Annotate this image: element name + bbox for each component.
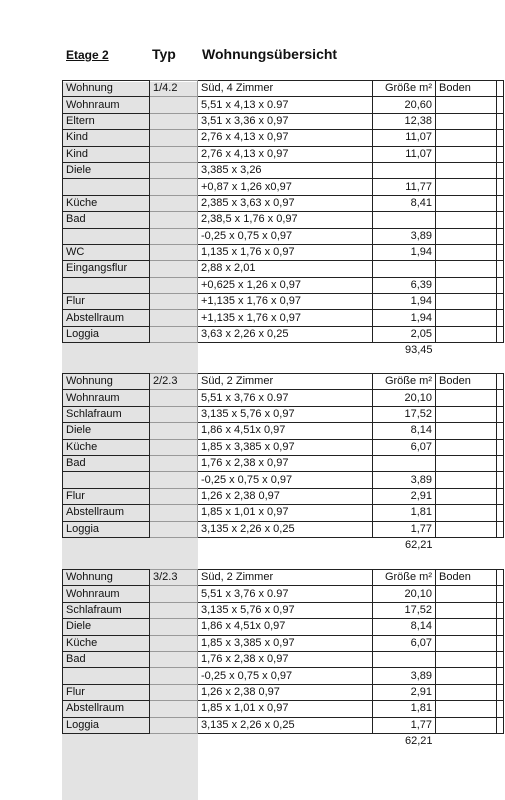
area-value: 2,91 <box>373 684 436 700</box>
total-spacer <box>63 343 150 359</box>
total-area: 93,45 <box>404 344 433 357</box>
area-value: 20,10 <box>373 586 436 602</box>
table-row <box>63 294 504 310</box>
area-value: 1,94 <box>373 294 436 310</box>
room-name: Kind <box>63 130 150 146</box>
area-value <box>373 651 436 667</box>
extra-cell <box>497 619 504 635</box>
code-cell <box>150 310 198 326</box>
apartment-code: 2/2.3 <box>150 374 198 390</box>
floor-cell <box>436 668 497 684</box>
total-spacer <box>198 343 373 359</box>
extra-cell <box>497 488 504 504</box>
floor-cell <box>436 684 497 700</box>
total-spacer <box>63 537 150 553</box>
table-row <box>63 684 504 700</box>
apartment-description: Süd, 2 Zimmer <box>198 570 373 586</box>
floor-cell <box>436 505 497 521</box>
apartment-label: Wohnung <box>63 81 150 97</box>
code-cell <box>150 635 198 651</box>
code-cell <box>150 326 198 342</box>
table-row <box>63 179 504 195</box>
area-value <box>373 162 436 178</box>
code-cell <box>150 701 198 717</box>
floor-cell <box>436 701 497 717</box>
extra-cell <box>497 228 504 244</box>
area-value <box>373 455 436 471</box>
area-calculation: 3,51 x 3,36 x 0,97 <box>198 113 373 129</box>
table-row <box>63 261 504 277</box>
extra-cell <box>497 406 504 422</box>
floor-cell <box>436 146 497 162</box>
extra-cell <box>497 651 504 667</box>
area-value: 8,14 <box>373 619 436 635</box>
floor-cell <box>436 179 497 195</box>
floor-cell <box>436 212 497 228</box>
table-header-row <box>63 570 504 586</box>
document-title: Wohnungsübersicht <box>202 46 338 62</box>
area-value: 17,52 <box>373 406 436 422</box>
area-value: 3,89 <box>373 668 436 684</box>
extra-cell <box>497 390 504 406</box>
floor-cell <box>436 162 497 178</box>
total-spacer <box>497 733 504 749</box>
total-spacer <box>150 537 198 553</box>
extra-cell <box>497 717 504 733</box>
extra-cell <box>497 472 504 488</box>
area-calculation: 5,51 x 4,13 x 0.97 <box>198 97 373 113</box>
room-name: WC <box>63 244 150 260</box>
total-spacer <box>198 537 373 553</box>
floor-cell <box>436 113 497 129</box>
room-name: Wohnraum <box>63 97 150 113</box>
table-row <box>63 472 504 488</box>
code-cell <box>150 146 198 162</box>
table-row <box>63 521 504 537</box>
floor-cell <box>436 195 497 211</box>
floor-cell <box>436 488 497 504</box>
room-name: Schlafraum <box>63 602 150 618</box>
apartment-code: 1/4.2 <box>150 81 198 97</box>
apartment-table <box>62 373 504 553</box>
area-value: 6,39 <box>373 277 436 293</box>
area-calculation: +1,135 x 1,76 x 0,97 <box>198 294 373 310</box>
floor-cell <box>436 423 497 439</box>
table-row <box>63 717 504 733</box>
code-cell <box>150 602 198 618</box>
extra-cell <box>497 294 504 310</box>
room-name: Abstellraum <box>63 505 150 521</box>
extra-cell <box>497 668 504 684</box>
area-value: 11,07 <box>373 146 436 162</box>
room-name <box>63 228 150 244</box>
extra-cell <box>497 505 504 521</box>
code-cell <box>150 113 198 129</box>
floor-cell <box>436 228 497 244</box>
floor-header: Boden <box>436 570 497 586</box>
room-name: Diele <box>63 162 150 178</box>
apartment-label: Wohnung <box>63 374 150 390</box>
code-cell <box>150 423 198 439</box>
table-row <box>63 130 504 146</box>
room-name: Flur <box>63 684 150 700</box>
table-row <box>63 586 504 602</box>
area-value: 8,14 <box>373 423 436 439</box>
total-spacer <box>436 537 497 553</box>
area-calculation: 3,385 x 3,26 <box>198 162 373 178</box>
apartment-table <box>62 80 504 359</box>
table-row <box>63 635 504 651</box>
code-cell <box>150 717 198 733</box>
area-value: 2,05 <box>373 326 436 342</box>
area-calculation: 2,76 x 4,13 x 0,97 <box>198 130 373 146</box>
room-name: Eingangsflur <box>63 261 150 277</box>
area-value: 6,07 <box>373 635 436 651</box>
floor-cell <box>436 602 497 618</box>
area-calculation: 2,38,5 x 1,76 x 0,97 <box>198 212 373 228</box>
extra-column <box>497 570 504 586</box>
extra-cell <box>497 179 504 195</box>
table-header-row <box>63 81 504 97</box>
extra-cell <box>497 212 504 228</box>
area-calculation: 3,135 x 5,76 x 0,97 <box>198 602 373 618</box>
floor-cell <box>436 244 497 260</box>
table-row <box>63 390 504 406</box>
floor-cell <box>436 472 497 488</box>
floor-cell <box>436 277 497 293</box>
code-cell <box>150 212 198 228</box>
area-calculation: 1,85 x 3,385 x 0,97 <box>198 635 373 651</box>
table-row <box>63 619 504 635</box>
area-value: 1,77 <box>373 521 436 537</box>
floor-cell <box>436 521 497 537</box>
extra-cell <box>497 586 504 602</box>
room-name: Wohnraum <box>63 390 150 406</box>
floor-cell <box>436 326 497 342</box>
code-cell <box>150 244 198 260</box>
area-calculation: 1,85 x 1,01 x 0,97 <box>198 701 373 717</box>
extra-cell <box>497 423 504 439</box>
table-row <box>63 162 504 178</box>
area-calculation: 1,86 x 4,51x 0,97 <box>198 619 373 635</box>
table-row <box>63 97 504 113</box>
code-cell <box>150 668 198 684</box>
extra-cell <box>497 439 504 455</box>
area-calculation: 1,85 x 1,01 x 0,97 <box>198 505 373 521</box>
table-row <box>63 113 504 129</box>
floor-cell <box>436 310 497 326</box>
area-calculation: 1,135 x 1,76 x 0,97 <box>198 244 373 260</box>
room-name: Abstellraum <box>63 701 150 717</box>
table-row <box>63 310 504 326</box>
room-name: Diele <box>63 423 150 439</box>
floor-cell <box>436 406 497 422</box>
area-value: 1,77 <box>373 717 436 733</box>
room-name: Loggia <box>63 326 150 342</box>
room-name <box>63 179 150 195</box>
room-name: Schlafraum <box>63 406 150 422</box>
floor-cell <box>436 619 497 635</box>
area-calculation: 1,76 x 2,38 x 0,97 <box>198 455 373 471</box>
code-cell <box>150 488 198 504</box>
extra-cell <box>497 684 504 700</box>
room-name: Küche <box>63 195 150 211</box>
code-cell <box>150 472 198 488</box>
area-value: 3,89 <box>373 472 436 488</box>
table-row <box>63 668 504 684</box>
extra-cell <box>497 277 504 293</box>
area-calculation: -0,25 x 0,75 x 0,97 <box>198 472 373 488</box>
area-calculation: +0,625 x 1,26 x 0,97 <box>198 277 373 293</box>
area-calculation: 3,135 x 2,26 x 0,25 <box>198 521 373 537</box>
area-calculation: 3,135 x 2,26 x 0,25 <box>198 717 373 733</box>
table-header-row <box>63 374 504 390</box>
area-calculation: -0,25 x 0,75 x 0,97 <box>198 668 373 684</box>
room-name: Kind <box>63 146 150 162</box>
total-spacer <box>150 343 198 359</box>
floor-cell <box>436 294 497 310</box>
total-spacer <box>436 733 497 749</box>
area-value: 20,10 <box>373 390 436 406</box>
code-cell <box>150 651 198 667</box>
area-value <box>373 212 436 228</box>
room-name: Flur <box>63 488 150 504</box>
area-calculation: 3,135 x 5,76 x 0,97 <box>198 406 373 422</box>
floor-header: Boden <box>436 374 497 390</box>
code-cell <box>150 195 198 211</box>
area-calculation: 1,86 x 4,51x 0,97 <box>198 423 373 439</box>
table-row <box>63 651 504 667</box>
size-header: Größe m² <box>373 570 436 586</box>
total-spacer <box>63 733 150 749</box>
area-value: 2,91 <box>373 488 436 504</box>
apartment-label: Wohnung <box>63 570 150 586</box>
floor-label: Etage 2 <box>66 48 109 62</box>
room-name: Küche <box>63 439 150 455</box>
area-calculation: +0,87 x 1,26 x0,97 <box>198 179 373 195</box>
room-name <box>63 277 150 293</box>
room-name: Küche <box>63 635 150 651</box>
total-spacer <box>436 343 497 359</box>
floor-cell <box>436 635 497 651</box>
extra-cell <box>497 326 504 342</box>
area-value: 12,38 <box>373 113 436 129</box>
room-name: Bad <box>63 212 150 228</box>
extra-cell <box>497 455 504 471</box>
extra-cell <box>497 635 504 651</box>
code-cell <box>150 505 198 521</box>
code-cell <box>150 228 198 244</box>
total-area: 62,21 <box>404 539 433 552</box>
apartment-code: 3/2.3 <box>150 570 198 586</box>
area-value: 20,60 <box>373 97 436 113</box>
document-header <box>0 46 505 66</box>
floor-cell <box>436 439 497 455</box>
floor-cell <box>436 717 497 733</box>
total-row <box>63 537 504 553</box>
total-spacer <box>198 733 373 749</box>
code-cell <box>150 294 198 310</box>
apartment-table <box>62 569 504 749</box>
type-label: Typ <box>152 46 176 62</box>
code-cell <box>150 619 198 635</box>
table-row <box>63 244 504 260</box>
table-row <box>63 212 504 228</box>
area-calculation: 1,85 x 3,385 x 0,97 <box>198 439 373 455</box>
extra-cell <box>497 130 504 146</box>
area-value: 1,94 <box>373 310 436 326</box>
extra-cell <box>497 701 504 717</box>
area-value: 11,07 <box>373 130 436 146</box>
floor-cell <box>436 455 497 471</box>
extra-cell <box>497 162 504 178</box>
total-spacer <box>150 733 198 749</box>
table-row <box>63 505 504 521</box>
table-row <box>63 228 504 244</box>
area-calculation: 1,76 x 2,38 x 0,97 <box>198 651 373 667</box>
table-row <box>63 195 504 211</box>
area-value: 1,81 <box>373 701 436 717</box>
area-calculation: 1,26 x 2,38 0,97 <box>198 684 373 700</box>
floor-cell <box>436 651 497 667</box>
floor-cell <box>436 261 497 277</box>
code-cell <box>150 586 198 602</box>
extra-cell <box>497 602 504 618</box>
table-row <box>63 488 504 504</box>
apartment-description: Süd, 2 Zimmer <box>198 374 373 390</box>
floor-header: Boden <box>436 81 497 97</box>
extra-cell <box>497 261 504 277</box>
area-value: 11,77 <box>373 179 436 195</box>
code-cell <box>150 261 198 277</box>
floor-cell <box>436 390 497 406</box>
code-cell <box>150 390 198 406</box>
area-calculation: 5,51 x 3,76 x 0.97 <box>198 586 373 602</box>
total-spacer <box>497 537 504 553</box>
floor-cell <box>436 586 497 602</box>
table-row <box>63 602 504 618</box>
extra-cell <box>497 195 504 211</box>
area-calculation: -0,25 x 0,75 x 0,97 <box>198 228 373 244</box>
area-calculation: 1,26 x 2,38 0,97 <box>198 488 373 504</box>
area-calculation: 2,385 x 3,63 x 0,97 <box>198 195 373 211</box>
area-calculation: 3,63 x 2,26 x 0,25 <box>198 326 373 342</box>
extra-cell <box>497 113 504 129</box>
table-row <box>63 455 504 471</box>
table-row <box>63 439 504 455</box>
floor-cell <box>436 130 497 146</box>
room-name: Bad <box>63 651 150 667</box>
table-row <box>63 277 504 293</box>
total-row <box>63 343 504 359</box>
total-row <box>63 733 504 749</box>
code-cell <box>150 406 198 422</box>
table-row <box>63 701 504 717</box>
area-calculation: +1,135 x 1,76 x 0,97 <box>198 310 373 326</box>
extra-cell <box>497 244 504 260</box>
apartment-description: Süd, 4 Zimmer <box>198 81 373 97</box>
area-value: 3,89 <box>373 228 436 244</box>
room-name: Loggia <box>63 521 150 537</box>
code-cell <box>150 162 198 178</box>
room-name: Diele <box>63 619 150 635</box>
room-name <box>63 472 150 488</box>
area-calculation: 5,51 x 3,76 x 0.97 <box>198 390 373 406</box>
area-calculation: 2,88 x 2,01 <box>198 261 373 277</box>
area-value: 1,94 <box>373 244 436 260</box>
code-cell <box>150 97 198 113</box>
size-header: Größe m² <box>373 81 436 97</box>
table-row <box>63 423 504 439</box>
code-cell <box>150 521 198 537</box>
extra-cell <box>497 146 504 162</box>
table-row <box>63 406 504 422</box>
area-value: 17,52 <box>373 602 436 618</box>
area-value: 8,41 <box>373 195 436 211</box>
extra-cell <box>497 97 504 113</box>
floor-cell <box>436 97 497 113</box>
code-cell <box>150 455 198 471</box>
room-name: Abstellraum <box>63 310 150 326</box>
code-cell <box>150 277 198 293</box>
room-name: Bad <box>63 455 150 471</box>
table-row <box>63 146 504 162</box>
room-name: Flur <box>63 294 150 310</box>
code-cell <box>150 684 198 700</box>
total-area: 62,21 <box>404 735 433 748</box>
table-row <box>63 326 504 342</box>
extra-cell <box>497 310 504 326</box>
room-name: Loggia <box>63 717 150 733</box>
total-spacer <box>497 343 504 359</box>
area-value: 6,07 <box>373 439 436 455</box>
area-value <box>373 261 436 277</box>
room-name: Wohnraum <box>63 586 150 602</box>
room-name <box>63 668 150 684</box>
code-cell <box>150 179 198 195</box>
area-calculation: 2,76 x 4,13 x 0,97 <box>198 146 373 162</box>
extra-cell <box>497 521 504 537</box>
code-cell <box>150 439 198 455</box>
extra-column <box>497 374 504 390</box>
area-value: 1,81 <box>373 505 436 521</box>
room-name: Eltern <box>63 113 150 129</box>
extra-column <box>497 81 504 97</box>
size-header: Größe m² <box>373 374 436 390</box>
code-cell <box>150 130 198 146</box>
